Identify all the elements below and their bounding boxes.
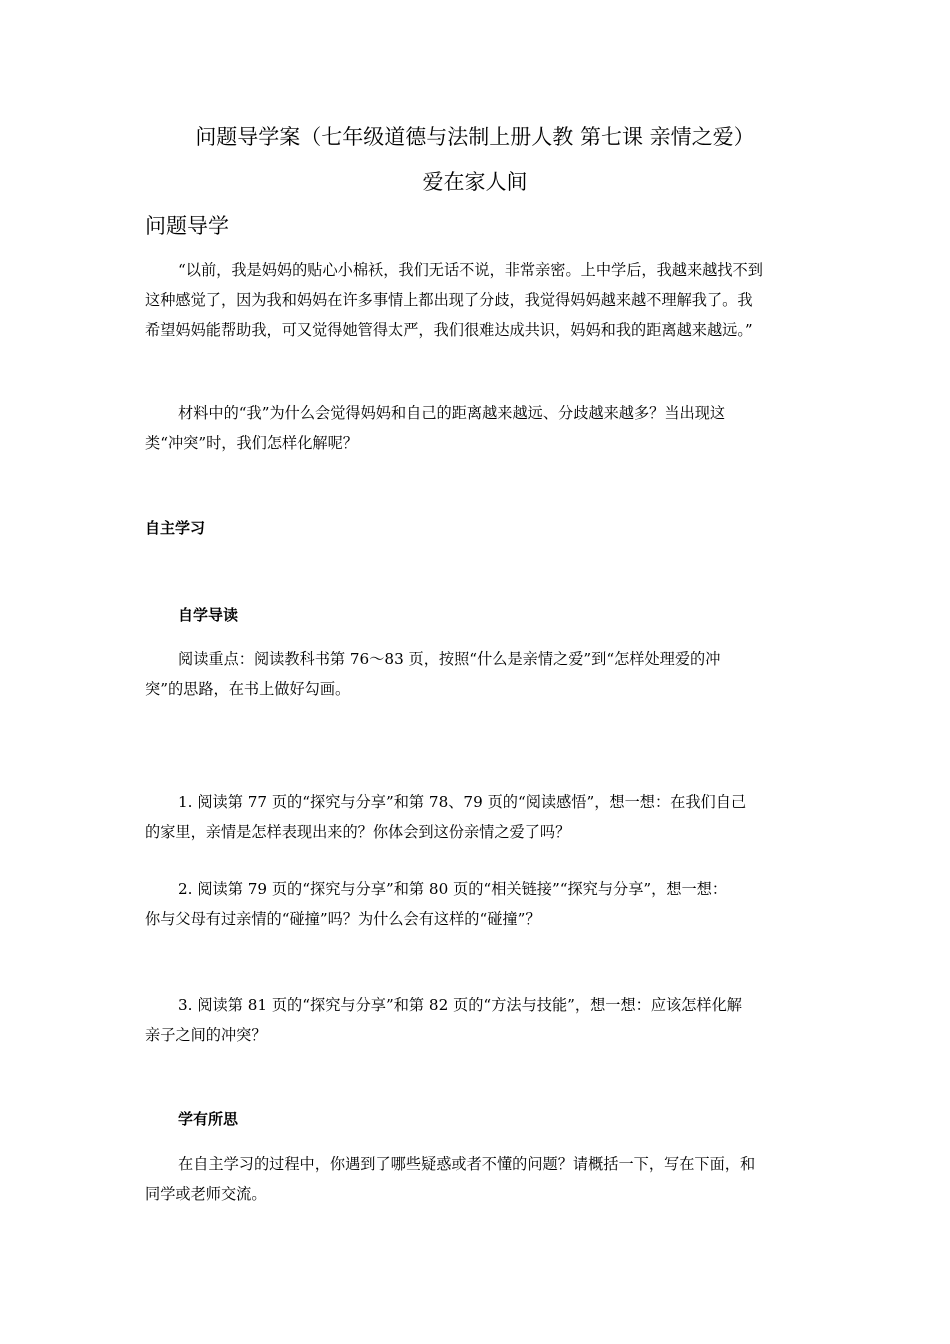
reflection-line: 在自主学习的过程中，你遇到了哪些疑惑或者不懂的问题？请概括一下，写在下面，和 [178,1155,756,1173]
question-line: 类“冲突”时，我们怎样化解呢？ [145,434,358,452]
subheading-reflection: 学有所思 [178,1110,239,1128]
reading-focus-paragraph [145,644,810,704]
reading-item-3 [145,990,810,1050]
section-heading-problem-guide: 问题导学 [145,214,229,238]
reflection-line: 同学或老师交流。 [145,1185,267,1203]
document-subtitle: 爱在家人间 [422,170,528,194]
reading-item-line: 亲子之间的冲突？ [145,1026,267,1044]
reading-item-line: 2. 阅读第 79 页的“探究与分享”和第 80 页的“相关链接”“探究与分享”，想一想： [178,880,728,898]
material-paragraph [145,255,810,345]
subheading-guided-reading: 自学导读 [178,606,239,624]
material-line: “以前，我是妈妈的贴心小棉袄，我们无话不说，非常亲密。上中学后，我越来越找不到 [178,261,763,279]
material-line: 希望妈妈能帮助我，可又觉得她管得太严，我们很难达成共识，妈妈和我的距离越来越远。” [145,321,753,339]
document-title: 问题导学案（七年级道德与法制上册人教 第七课 亲情之爱） [195,125,755,149]
reading-item-line: 你与父母有过亲情的“碰撞”吗？为什么会有这样的“碰撞”？ [145,910,541,928]
section-heading-self-study: 自主学习 [145,519,206,537]
reading-item-line: 的家里，亲情是怎样表现出来的？你体会到这份亲情之爱了吗？ [145,823,571,841]
reading-focus-line: 阅读重点：阅读教科书第 76～83 页，按照“什么是亲情之爱”到“怎样处理爱的冲 [178,650,721,668]
question-line: 材料中的“我”为什么会觉得妈妈和自己的距离越来越远、分歧越来越多？当出现这 [178,404,726,422]
reading-focus-line: 突”的思路，在书上做好勾画。 [145,680,351,698]
reading-item-2 [145,874,810,934]
reading-item-1 [145,787,810,847]
reflection-paragraph [145,1149,810,1209]
question-paragraph [145,398,810,458]
reading-item-line: 1. 阅读第 77 页的“探究与分享”和第 78、79 页的“阅读感悟”，想一想：在我们自己 [178,793,747,811]
material-line: 这种感觉了，因为我和妈妈在许多事情上都出现了分歧，我觉得妈妈越来越不理解我了。我 [145,291,753,309]
reading-item-line: 3. 阅读第 81 页的“探究与分享”和第 82 页的“方法与技能”，想一想：应该怎样化解 [178,996,742,1014]
